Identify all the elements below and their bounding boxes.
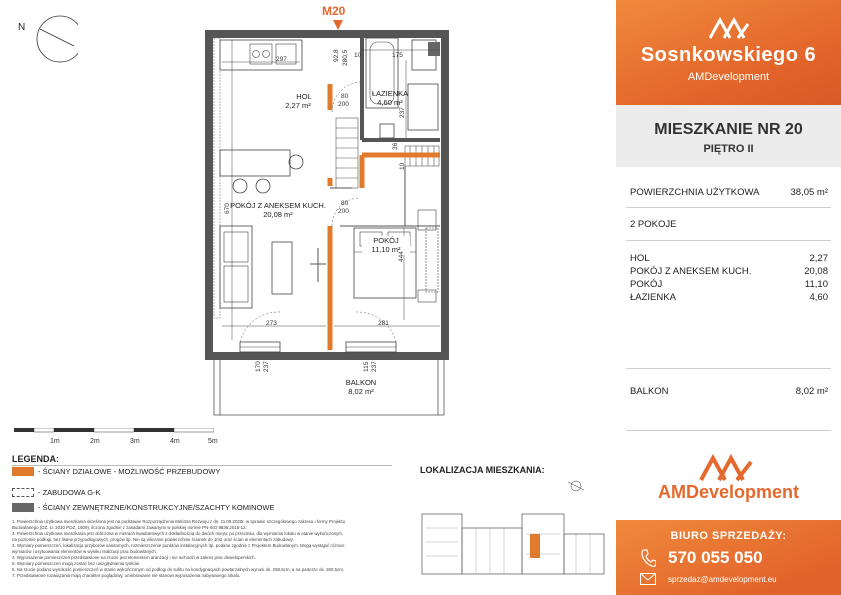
dim-170: 170 (255, 361, 262, 372)
dim-200-hall: 200 (338, 101, 349, 108)
dim-80-room: 80 (341, 200, 349, 207)
room-name: POKÓJ (630, 279, 663, 290)
brand-header (616, 0, 841, 105)
note-6: 6. Na rzucie podano wysokość pomieszczeń w stanie wykończonym od podłogi do sufitu na kondygnacjach powtarzalnych wynosi ok. 258,5cm, a na parterze ok. 260,5cm. (12, 567, 345, 572)
label-bath (370, 89, 410, 108)
scale-3m: 3m (130, 438, 140, 445)
usable-area-value: 38,05 m² (790, 187, 828, 198)
divider-4 (626, 430, 831, 431)
label-hol-area (278, 101, 318, 110)
note-1b: Budowlanego (DZ. U. 2020 POZ. 1609), liczona zgodnie z zasadami zawartymi w polskiej normie PN-ISO 9836:2015-12. (12, 525, 247, 530)
dim-444: 444 (398, 251, 405, 262)
dim-273: 273 (266, 320, 277, 327)
room-name: POKÓJ Z ANEKSEM KUCH. (630, 266, 752, 277)
note-1: 1. Powierzchnia użytkowa mieszkania określona jest na podstawie Rozporządzenia Ministra Rozwoju z dn. 11.09.2020r. w sprawie szczegółowego zakresu i formy Projektu (12, 519, 346, 524)
balcony-label: BALKON (630, 386, 669, 397)
bath-name: ŁAZIENKA (371, 89, 409, 98)
rooms-count: 2 POKOJE (630, 219, 677, 230)
room-name: HOL (630, 253, 650, 264)
note-2: 2. Powierzchnia użytkowa mieszkania jest obliczona w metrach kwadratowych z dokładnością do dwóch miejsc po przecinku, dla wymiarów lokalu w stanie wykończonym, (12, 531, 344, 536)
dim-36: 36 (392, 142, 399, 150)
legend-divider (12, 465, 392, 466)
dim-237-right: 237 (371, 361, 378, 372)
divider-1 (626, 207, 831, 208)
dim-200-room: 200 (338, 208, 349, 215)
info-sidebar (616, 0, 841, 595)
unit-marker: M20 (322, 4, 346, 18)
balcony-row (630, 386, 828, 397)
legend-text-partition: - ŚCIANY DZIAŁOWE - MOŻLIWOŚĆ PRZEBUDOWY (38, 467, 221, 476)
balcony-area: 8,02 m² (348, 387, 374, 397)
bath-area: 4,60 m² (377, 98, 403, 108)
room-area: 11,10 m² (371, 245, 401, 255)
usable-area-row (630, 187, 828, 198)
hol-area: 2,27 m² (285, 101, 311, 110)
room-area: 11,10 (804, 279, 828, 290)
dim-10-top: 10 (354, 52, 362, 59)
swatch-orange (12, 467, 34, 476)
dim-280: 280,5 (342, 49, 349, 66)
dim-10-side: 10 (399, 162, 406, 170)
apartment-title: MIESZKANIE NR 20 (654, 121, 803, 138)
dim-237-bath: 237 (399, 107, 406, 118)
balcony-name: BALKON (345, 378, 377, 387)
legend-text-gk: - ZABUDOWA G-K (38, 488, 101, 497)
scale-2m: 2m (90, 438, 100, 445)
usable-area-label: POWIERZCHNIA UŻYTKOWA (630, 187, 760, 198)
room-area: 4,60 (809, 292, 828, 303)
label-hol (284, 92, 324, 101)
apartment-header (616, 105, 841, 167)
legend-title: LEGENDA: (12, 454, 59, 464)
scale-bar (14, 428, 214, 448)
sales-phone[interactable]: 570 055 050 (668, 548, 763, 567)
divider-2 (626, 240, 831, 241)
sales-email[interactable]: sprzedaz@amdevelopment.eu (668, 575, 777, 584)
note-2b: na poziomie podłogi, bez listew przypodłogowych, progów itp. Nie są wliczane powierzchnie ścianek do 1m2 oraz ścian w elementach zabudowy. (12, 537, 294, 542)
sales-title: BIURO SPRZEDAŻY: (670, 530, 787, 542)
legend-text-walls: - ŚCIANY ZEWNĘTRZNE/KONSTRUKCYJNE/SZACHTY KOMINOWE (38, 503, 275, 512)
scale-1m: 1m (50, 438, 60, 445)
label-living (226, 201, 330, 220)
hol-name: HOL (296, 92, 312, 101)
room-row (630, 266, 828, 277)
dim-297: 297 (276, 56, 287, 63)
scale-5m: 5m (208, 438, 218, 445)
sales-office (616, 520, 841, 595)
note-5: 5. Wymiary pomieszczeń mogą zostać bez uwzględnienia tynków. (12, 561, 141, 566)
note-7: 7. Przedstawione rozwiązania mają charakter poglądowy, umeblowanie nie stanowi wyposażenia nabywanego lokalu. (12, 573, 241, 578)
location-map (416, 478, 612, 588)
note-3: 3. Wymiary pomieszczeń, lokalizacja przyborów sanitarnych, rozmieszczenie punktów instalacyjnych itp. podane zgodnie z Projektem Budowlanym. Mogą wystąpić różnice (12, 543, 345, 548)
living-area: 20,08 m² (263, 210, 293, 220)
room-row (630, 253, 828, 264)
amd-logo-icon (699, 452, 757, 482)
dim-670: 670 (224, 203, 231, 214)
note-4: 4. Wyposażenie pomieszczeń przedstawione na rzucie jest elementem aranżacji i nie wchodzi w zakres prac deweloperskich. (12, 555, 256, 560)
footnotes (12, 519, 402, 579)
brand-title: Sosnkowskiego 6 (640, 44, 817, 66)
apartment-floor: PIĘTRO II (703, 143, 754, 155)
dim-175: 175 (392, 52, 403, 59)
label-balcony (336, 378, 386, 397)
room-name: POKÓJ (373, 236, 399, 245)
living-name: POKÓJ Z ANEKSEM KUCH. (230, 201, 326, 210)
compass-north-label: N (18, 22, 26, 33)
amd-logo-icon (708, 14, 752, 40)
room-area: 20,08 (804, 266, 828, 277)
location-title: LOKALIZACJA MIESZKANIA: (420, 465, 545, 475)
room-area: 2,27 (809, 253, 828, 264)
balcony-value: 8,02 m² (795, 386, 828, 397)
room-row (630, 292, 828, 303)
dim-281: 281 (378, 320, 389, 327)
note-3b: wymiarów i usytuowania elementów w wyniku realizacji prac budowlanych. (12, 549, 157, 554)
company-name: AMDevelopment (657, 482, 800, 502)
swatch-grey (12, 503, 34, 512)
dim-237-left: 237 (263, 361, 270, 372)
divider-3 (626, 368, 831, 369)
swatch-dashed (12, 488, 34, 497)
rooms-count-row (630, 219, 828, 230)
room-row (630, 279, 828, 290)
room-name: ŁAZIENKA (630, 292, 676, 303)
scale-4m: 4m (170, 438, 180, 445)
mail-icon (640, 573, 656, 585)
brand-subtitle: AMDevelopment (687, 71, 770, 83)
dim-80-hall: 80 (341, 93, 349, 100)
dim-92: 92,8 (333, 49, 340, 62)
dim-115: 115 (363, 361, 370, 372)
phone-icon (640, 548, 656, 568)
